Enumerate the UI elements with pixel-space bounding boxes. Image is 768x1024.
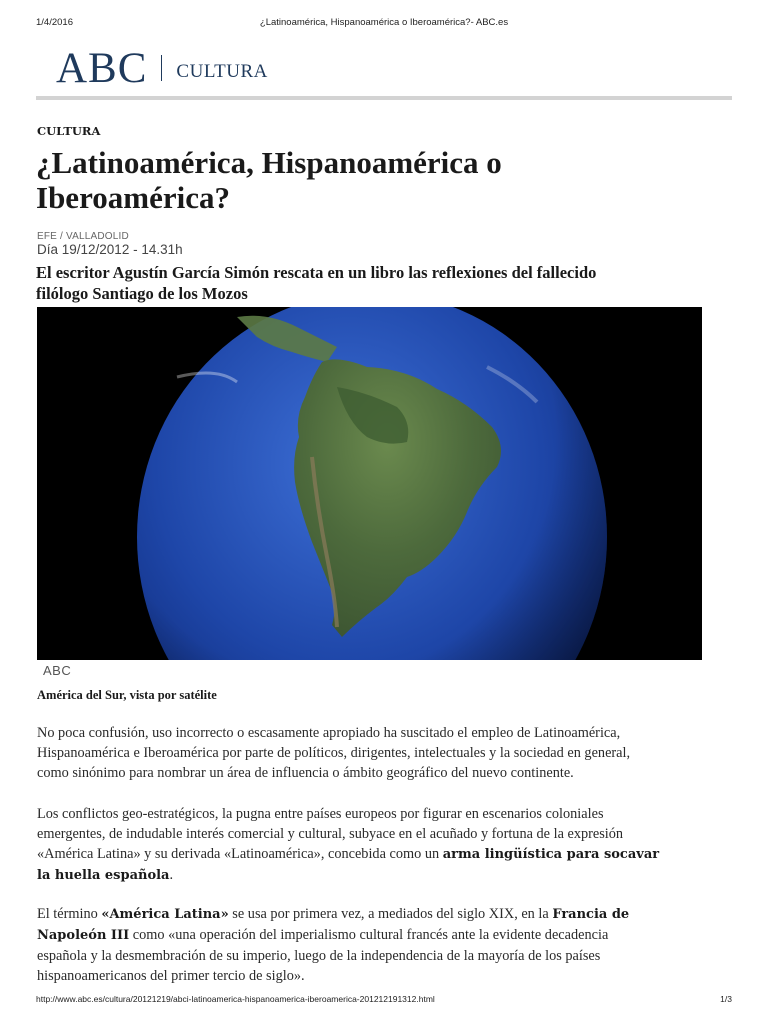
masthead-divider	[161, 55, 162, 81]
highlight-america-latina: «América Latina»	[101, 907, 229, 922]
article-subtitle	[36, 262, 736, 304]
article-kicker[interactable]: CULTURA	[37, 124, 101, 138]
paragraph-1-line-1: No poca confusión, uso incorrecto o escasamente apropiado ha suscitado el empleo de Latinoamérica,	[37, 725, 621, 741]
masthead	[56, 44, 268, 92]
article-subtitle-line-1: El escritor Agustín García Simón rescata en un libro las reflexiones del fallecido	[36, 263, 597, 282]
section-link-cultura[interactable]: CULTURA	[176, 60, 268, 82]
paragraph-1-line-3: como sinónimo para nombrar un área de influencia o ámbito geográfico del nuevo continente.	[37, 765, 574, 781]
print-date: 1/4/2016	[36, 17, 73, 28]
highlight-francia-de: Francia de	[552, 907, 630, 922]
article-title-line-1: ¿Latinoamérica, Hispanoamérica o	[36, 145, 502, 180]
article-byline: EFE / VALLADOLID	[37, 231, 129, 242]
header-rule	[36, 96, 732, 100]
paragraph-2-line-1: Los conflictos geo-estratégicos, la pugna entre países europeos por figurar en escenarios coloniales	[37, 806, 604, 822]
photo-credit: ABC	[43, 663, 72, 678]
article-paragraph-1	[37, 723, 737, 783]
paragraph-3-line-3: española y la desmembración de su imperio, luego de la independencia de la mayoría de los países	[37, 948, 601, 964]
print-url: http://www.abc.es/cultura/20121219/abci-latinoamerica-hispanoamerica-iberoamerica-201212191312.html	[36, 994, 435, 1004]
highlight-napoleon-iii: Napoleón III	[37, 928, 130, 943]
article-paragraph-3	[37, 904, 737, 986]
article-title-line-2: Iberoamérica?	[36, 180, 230, 215]
print-header	[0, 17, 768, 31]
highlight-huella-espanola: la huella española	[37, 868, 170, 883]
abc-logo[interactable]: ABC	[56, 44, 148, 92]
paragraph-2-line-4-end: .	[169, 867, 174, 883]
paragraph-1-line-2: Hispanoamérica e Iberoamérica por parte de políticos, dirigentes, intelectuales y la sociedad en general,	[37, 745, 631, 761]
photo-caption: América del Sur, vista por satélite	[37, 688, 217, 702]
article-title	[36, 145, 736, 215]
paragraph-3-line-4: hispanoamericanos del primer tercio de siglo».	[37, 968, 305, 984]
article-subtitle-line-2: filólogo Santiago de los Mozos	[36, 284, 248, 303]
paragraph-2-line-2: emergentes, de indudable interés comercial y cultural, subyace en el acuñado y fortuna de la expresión	[37, 826, 624, 842]
print-page-number: 1/3	[720, 994, 732, 1004]
paragraph-3-line-1a: El término	[37, 906, 102, 922]
article-photo-south-america	[37, 307, 702, 660]
highlight-arma-linguistica: arma lingüística para socavar	[442, 847, 660, 862]
print-page-title: ¿Latinoamérica, Hispanoamérica o Iberoamérica?- ABC.es	[259, 17, 509, 28]
article-dateline: Día 19/12/2012 - 14.31h	[37, 242, 183, 257]
paragraph-3-line-1b: se usa por primera vez, a mediados del siglo XIX, en la	[228, 906, 553, 922]
paragraph-3-line-2: como «una operación del imperialismo cultural francés ante la evidente decadencia	[129, 927, 609, 943]
paragraph-2-line-3: «América Latina» y su derivada «Latinoamérica», concebida como un	[37, 846, 443, 862]
article-paragraph-2	[37, 804, 737, 886]
